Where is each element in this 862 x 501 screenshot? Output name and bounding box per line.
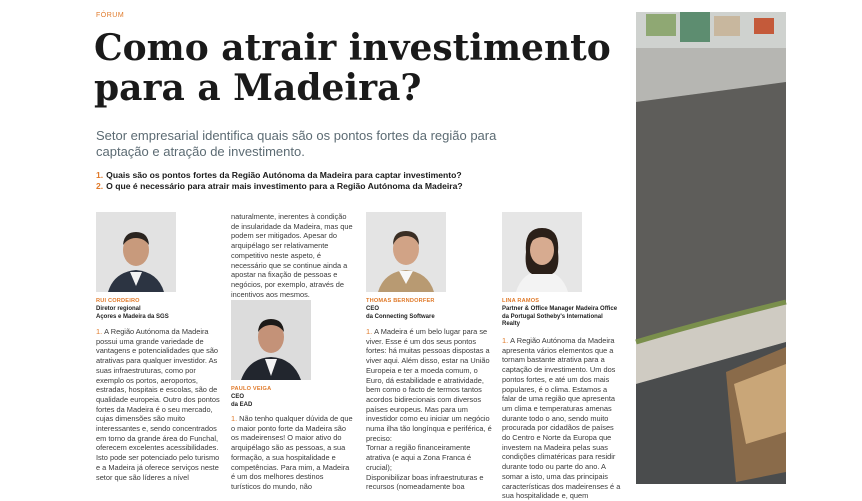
question-1: 1. Quais são os pontos fortes da Região Autónoma da Madeira para captar investimento? [96,170,462,180]
person-name-lina-ramos: LINA RAMOS [502,298,540,304]
person-name-paulo-veiga: PAULO VEIGA [231,386,272,392]
article-title: Como atrair investimento para a Madeira? [94,27,611,109]
portrait-icon [502,212,582,292]
person-name-thomas-berndorfer: THOMAS BERNDORFER [366,298,435,304]
avatar-lina-ramos [502,212,582,292]
question-2: 2. O que é necessário para atrair mais investimento para a Região Autónoma da Madeira? [96,181,463,191]
madeira-street-photo [636,12,786,484]
answer-rui-cordeiro: 1. A Região Autónoma da Madeira possui uma grande variedade de vantagens e potencialidades que são atrativas para qualquer investidor. As suas infraestruturas, como por exemplo os portos, aeroportos, estradas, hospitais e escolas, são de qualidade europeia. Outro dos pontos fortes da Madeira é o seu mercado, cujas dimensões são muito interessantes e, sendo concentrados em torno da grande área do Funchal, oferecem excelentes acessibilidades. Isto pode ser potenciado pelo turismo e a Madeira já oferece serviços neste setor que são líderes a nível [96,327,220,482]
questions-list [96,170,616,192]
answer-lina-ramos: 1. A Região Autónoma da Madeira apresenta vários elementos que a tornam bastante atrativa para a captação de investimento. Um dos pontos fortes, e até um dos mais populares, é o clima. Estamos a falar de uma região que apresenta um clima e temperaturas amenas durante todo o ano, sendo muito procurada por cidadãos de países do Centro e Norte da Europa que investem na Madeira pelas suas condições climatéricas para residir durante todo ou parte do ano. A somar a isto, uma das principais características dos madeirenses é a sua hospitalidade e, quem [502,336,621,501]
avatar-thomas-berndorfer [366,212,446,292]
answer-paulo-veiga: 1. Não tenho qualquer dúvida de que o maior ponto forte da Madeira são os madeirenses! O maior ativo do arquipélago são as pessoas, a sua formação, a sua hospitalidade e competências. Para mim, a Madeira é um dos melhores destinos turísticos do mundo, não [231,414,353,491]
portrait-icon [231,300,311,380]
street-image-icon [636,12,786,484]
answer-thomas-berndorfer: 1. A Madeira é um belo lugar para se viver. Esse é um dos seus pontos fortes: há muitas pessoas dispostas a viver aqui. Além disso, estar na União Europeia e ter a moeda comum, o Euro, dá estabilidade e atratividade, bem como o facto de termos tantos acordos bidirecionais com diversos países europeus. Mas para um investidor como eu iniciar um negócio numa ilha tão longínqua e periférica, é preciso: Tornar a região financeiramente atrativa (e aqui a Zona Franca é crucial); Disponibilizar boas infraestruturas e recursos (nomeadamente boa [366,327,492,492]
continuation-text: naturalmente, inerentes à condição de insularidade da Madeira, mas que podem ser mitigados. Apesar do arquipélago ser relativamente competitivo neste aspeto, é necessário que se continue ainda a apostar na fixação de pessoas e negócios, por exemplo, através de incentivos aos mesmos. [231,212,353,299]
section-label: FÓRUM [96,12,125,19]
person-name-rui-cordeiro: RUI CORDEIRO [96,298,140,304]
person-role-thomas-berndorfer: CEO da Connecting Software [366,306,435,320]
person-role-paulo-veiga: CEO da EAD [231,394,253,408]
person-role-lina-ramos: Partner & Office Manager Madeira Office da Portugal Sotheby's International Realty [502,306,618,327]
article-subtitle: Setor empresarial identifica quais são os pontos fortes da região para captação e atração de investimento. [96,128,497,159]
person-role-rui-cordeiro: Diretor regional Açores e Madeira da SGS [96,306,169,320]
portrait-icon [96,212,176,292]
avatar-rui-cordeiro [96,212,176,292]
avatar-paulo-veiga [231,300,311,380]
portrait-icon [366,212,446,292]
